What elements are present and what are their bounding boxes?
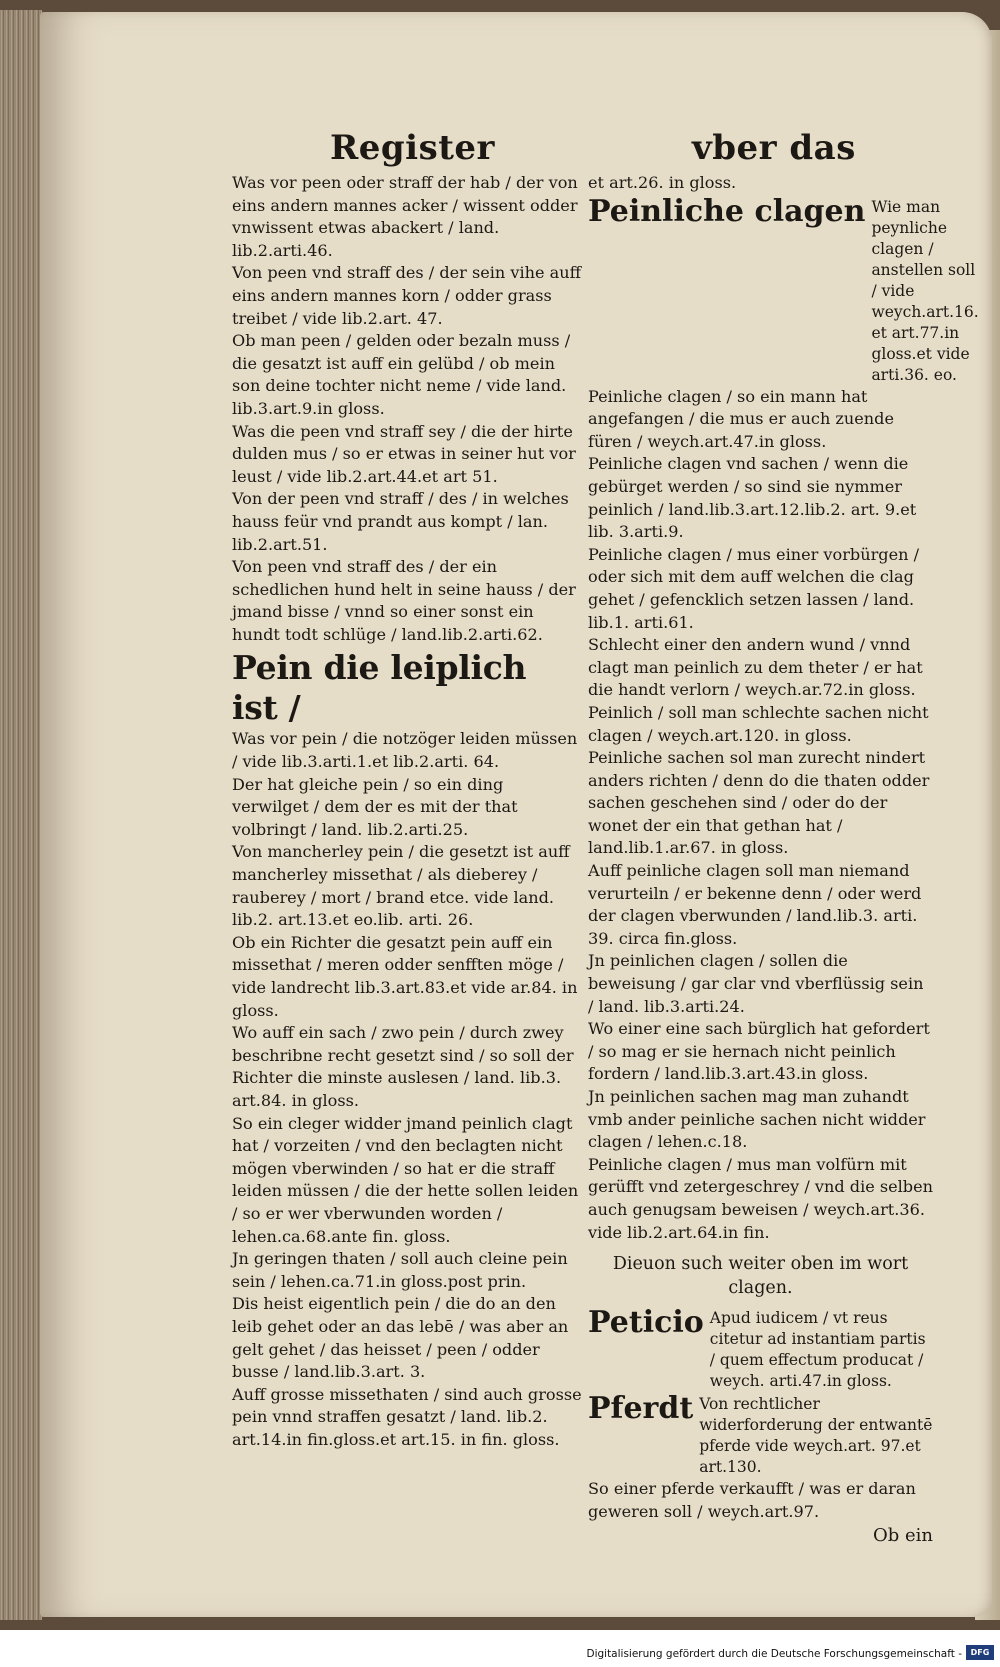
dfg-logo: DFG (966, 1645, 994, 1660)
heading-side-text: Apud iudicem / vt reus citetur ad instantiam partis / quem effectum producat / weych. arti.47.in gloss. (709, 1309, 926, 1391)
section-entry (588, 193, 979, 386)
register-entry: Peinliche sachen sol man zurecht nindert anders richten / denn do die thaten odder sachen geschehen sind / oder do der wonet der ein that gethan hat / land.lib.1.ar.67. in gloss. (588, 748, 930, 858)
section-heading: Peticio (588, 1305, 704, 1341)
section-heading: Peinliche clagen (588, 193, 866, 229)
register-entry: Wo auff ein sach / zwo pein / durch zwey beschribne recht gesetzt sind / so soll der Richter die minste auslesen / land. lib.3. art.84. in gloss. (232, 1023, 574, 1110)
register-entry: Was vor pein / die notzöger leiden müssen / vide lib.3.arti.1.et lib.2.arti. 64. (232, 729, 578, 772)
register-entry: So ein cleger widder jmand peinlich clagt hat / vorzeiten / vnd den beclagten nicht mögen vberwinden / so hat er die straff leiden müssen / die der hette sollen leiden / so er wer vberwunden worden / lehen.ca.68.ante fin. gloss. (232, 1113, 579, 1246)
section-entry (588, 1306, 933, 1392)
register-entry: Peinliche clagen vnd sachen / wenn die gebürget werden / so sind sie nymmer peinlich / land.lib.3.art.12.lib.2. art. 9.et lib. 3.arti.9. (588, 454, 917, 542)
book-page-edges (0, 10, 42, 1620)
register-entry: Peinliche clagen / mus man volfürn mit gerüfft vnd zetergeschrey / vnd die selben auch genugsam beweisen / weych.art.36. vide lib.2.art.64.in fin. (588, 1154, 933, 1242)
register-entry: Von mancherley pein / die gesetzt ist auff mancherley missethat / als dieberey / rauberey / mort / brand etce. vide land. lib.2. art.13.et eo.lib. arti. 26. (232, 842, 570, 930)
register-entry: Der hat gleiche pein / so ein ding verwilget / dem der es mit der that volbringt / land. lib.2.arti.25. (232, 774, 518, 839)
section-heading: Pferdt (588, 1391, 694, 1427)
register-entry: Was vor peen oder straff der hab / der von eins andern mannes acker / wissent odder vnwissent etwas abackert / land. lib.2.arti.46. (232, 173, 578, 260)
section-heading: Pein die leiplich ist / (232, 648, 527, 728)
register-entry: Auff peinliche clagen soll man niemand verurteiln / er bekenne denn / oder werd der clagen vberwunden / land.lib.3. arti. 39. circa fin.gloss. (588, 861, 922, 948)
register-entry: et art.26. in gloss. (588, 173, 737, 192)
register-entry: Dis heist eigentlich pein / die do an den leib gehet oder an das lebē / was aber an gelt gehet / das heisset / peen / odder busse / land.lib.3.art. 3. (232, 1294, 569, 1382)
running-header-left: Register (330, 128, 495, 168)
right-column (588, 172, 979, 1548)
register-entry: Peinlich / soll man schlechte sachen nicht clagen / weych.art.120. in gloss. (588, 702, 929, 745)
register-entry: Ob ein Richter die gesatzt pein auff ein missethat / meren odder senfften möge / vide landrecht lib.3.art.83.et vide ar.84. in gloss. (232, 932, 578, 1020)
left-column (232, 172, 582, 1451)
register-entry: So einer pferde verkaufft / was er daran geweren soll / weych.art.97. (588, 1479, 916, 1521)
register-entry: Ob man peen / gelden oder bezaln muss / die gesatzt ist auff ein gelübd / ob mein son deine tochter nicht neme / vide land. lib.3.art.9.in gloss. (232, 331, 571, 418)
register-entry: Schlecht einer den andern wund / vnnd clagt man peinlich zu dem theter / er hat die handt verlorn / weych.ar.72.in gloss. (588, 635, 923, 700)
register-entry: Auff grosse missethaten / sind auch grosse pein vnnd straffen gesatzt / land. lib.2. art.14.in fin.gloss.et art.15. in fin. gloss. (232, 1384, 582, 1449)
catchword: Ob ein (872, 1525, 933, 1547)
register-entry: Wo einer eine sach bürglich hat gefordert / so mag er sie hernach nicht peinlich fordern / land.lib.3.art.43.in gloss. (588, 1019, 930, 1084)
register-entry: Von der peen vnd straff / des / in welches hauss feür vnd prandt aus kompt / lan. lib.2.art.51. (232, 489, 569, 554)
register-entry: Peinliche clagen / so ein mann hat angefangen / die mus er auch zuende füren / weych.art.47.in gloss. (588, 386, 894, 451)
funding-credit: Digitalisierung gefördert durch die Deutsche Forschungsgemeinschaft - (586, 1648, 962, 1660)
running-header-right: vber das (692, 128, 856, 168)
register-entry: Jn geringen thaten / soll auch cleine pein sein / lehen.ca.71.in gloss.post prin. (232, 1249, 568, 1291)
register-entry: Von peen vnd straff des / der sein vihe auff eins andern mannes korn / odder grass treibet / vide lib.2.art. 47. (232, 263, 582, 328)
heading-side-text: Wie man peynliche clagen / anstellen soll / vide weych.art.16. et art.77.in gloss.et vide arti.36. eo. (871, 197, 979, 384)
register-entry: Was die peen vnd straff sey / die der hirte dulden mus / so er etwas in seiner hut vor leust / vide lib.2.art.44.et art 51. (232, 421, 576, 486)
heading-side-text: Von rechtlicher widerforderung der entwantē pferde vide weych.art. 97.et art.130. (699, 1395, 933, 1477)
register-entry: Jn peinlichen clagen / sollen die beweisung / gar clar vnd vberflüssig sein / land. lib.3.arti.24. (588, 951, 924, 1016)
cross-reference: Dieuon such weiter oben im wort clagen. (612, 1254, 909, 1299)
register-entry: Von peen vnd straff des / der ein schedlichen hund helt in seine hauss / der jmand bisse / vnnd so einer sonst ein hundt todt schlüge / land.lib.2.arti.62. (232, 557, 576, 644)
section-entry (588, 1392, 933, 1478)
register-entry: Jn peinlichen sachen mag man zuhandt vmb ander peinliche sachen nicht widder clagen / lehen.c.18. (588, 1087, 926, 1152)
register-entry: Peinliche clagen / mus einer vorbürgen / oder sich mit dem auff welchen die clag gehet / gefencklich setzen lassen / land. lib.1. arti.61. (588, 544, 919, 632)
